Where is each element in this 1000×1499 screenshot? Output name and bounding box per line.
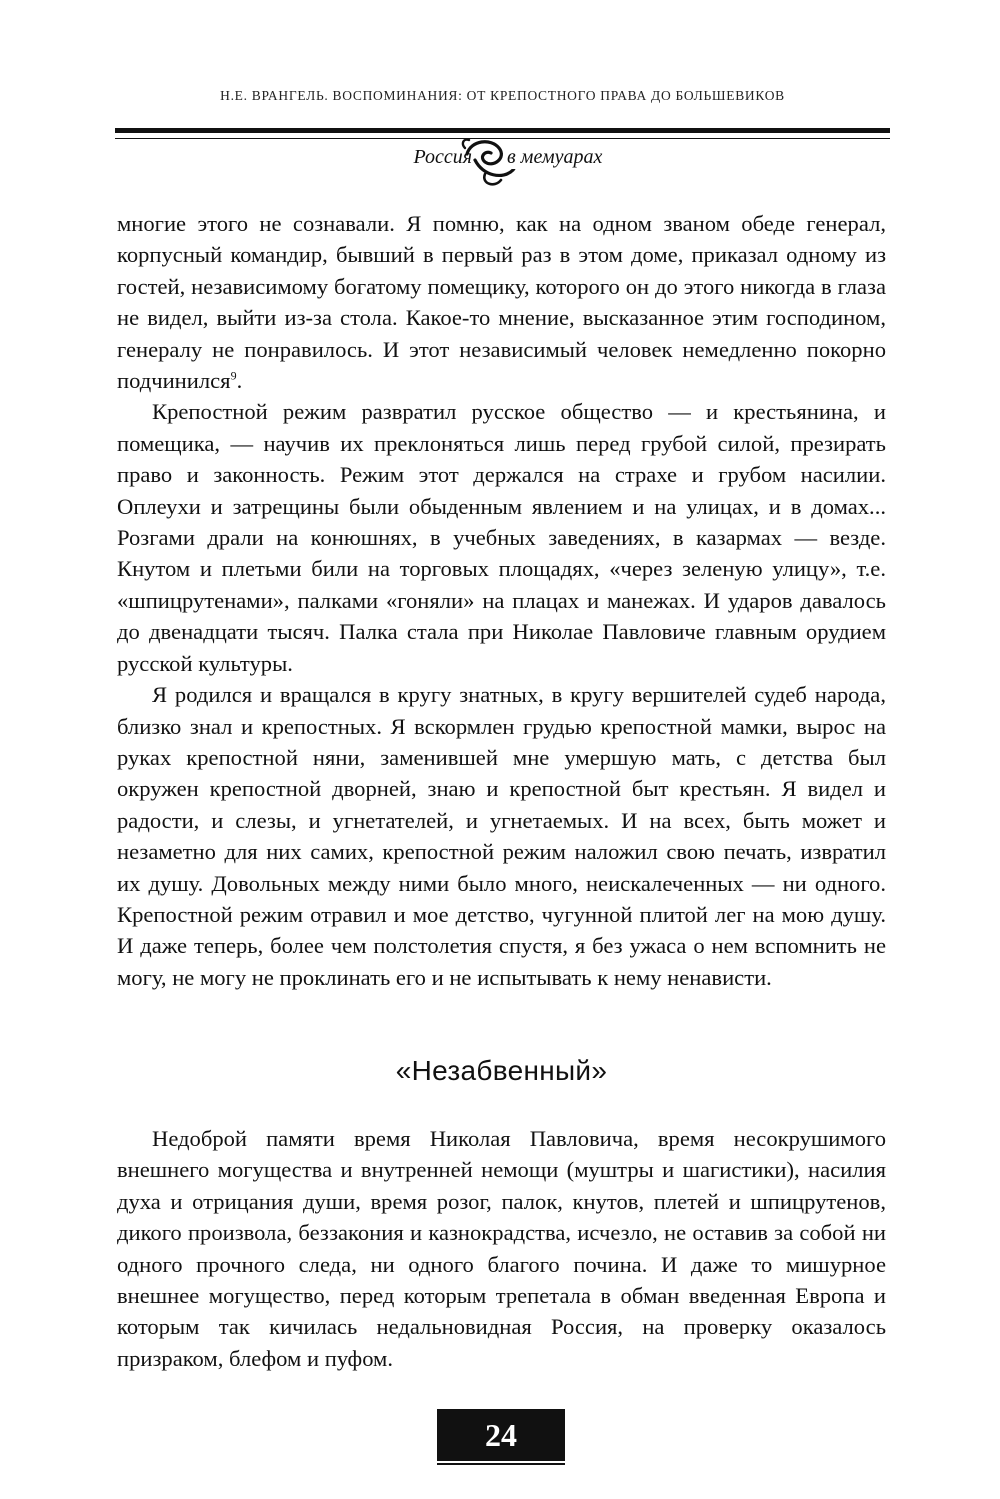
body-text-upper xyxy=(117,208,886,993)
paragraph-3: Я родился и вращался в кругу знатных, в кругу вершителей судеб народа, близко знал и крепостных. Я вскормлен грудью крепостной мамки, вырос на руках крепостной няни, заменившей мне умершую мать, с детства был окружен крепостной дворней, знаю и крепостной быт крестьян. Я видел и радости, и слезы, и угнетателей, и угнетаемых. И на всех, быть может и незаметно для них самих, крепостной режим наложил свою печать, извратил их душу. Довольных между ними было много, неискалеченных — ни одного. Крепостной режим отравил и мое детство, чугунной плитой лег на мою душу. И даже теперь, более чем полстолетия спустя, я без ужаса о нем вспомнить не могу, не могу не проклинать его и не испытывать к нему ненависти. xyxy=(117,682,886,990)
paragraph-1: многие этого не сознавали. Я помню, как на одном званом обеде генерал, корпусный командир, бывший в первый раз в этом доме, приказал одному из гостей, независимому богатому помещику, которого он до этого никогда в глаза не видел, выйти из-за стола. Какое-то мнение, высказанное этим господином, генералу не понравилось. И этот независимый человек немедленно покорно подчинился$^9$. xyxy=(117,211,886,394)
series-label-left: Россия xyxy=(407,146,472,169)
body-text-lower xyxy=(117,1123,886,1374)
series-banner xyxy=(115,142,890,188)
page-number-rule xyxy=(437,1463,565,1465)
page-number: 24 xyxy=(437,1409,565,1461)
series-label-right: в мемуарах xyxy=(507,146,608,169)
running-title: Н.Е. ВРАНГЕЛЬ. ВОСПОМИНАНИЯ: ОТ КРЕПОСТНОГО ПРАВА ДО БОЛЬШЕВИКОВ xyxy=(220,88,785,103)
footnote-marker: 9 xyxy=(230,368,237,383)
section-title: «Незабвенный» xyxy=(395,1055,608,1086)
paragraph-2: Крепостной режим развратил русское общество — и крестьянина, и помещика, — научив их преклоняться лишь перед грубой силой, презирать право и законность. Режим этот держался на страхе и грубом насилии. Оплеухи и затрещины были обыденным явлением и на улицах, и в домах... Розгами драли на конюшнях, в учебных заведениях, в казармах — везде. Кнутом и плетьми били на торговых площадях, «через зеленую улицу», т.е. «шпицрутенами», палками «гоняли» на плацах и манежах. И ударов давалось до двенадцати тысяч. Палка стала при Николае Павловиче главным орудием русской культуры. xyxy=(117,399,886,676)
paragraph-4: Недоброй памяти время Николая Павловича, время несокрушимого внешнего могущества и внутренней немощи (муштры и шагистики), насилия духа и отрицания души, время розог, палок, кнутов, плетей и шпицрутенов, дикого произвола, беззакония и казнокрадства, исчезло, не оставив за собой ни одного прочного следа, ни одного благого почина. И даже то мишурное внешнее могущество, перед которым трепетала в обман введенная Европа и которым так кичилась недальновидная Россия, на проверку оказалось призраком, блефом и пуфом. xyxy=(117,1126,886,1371)
